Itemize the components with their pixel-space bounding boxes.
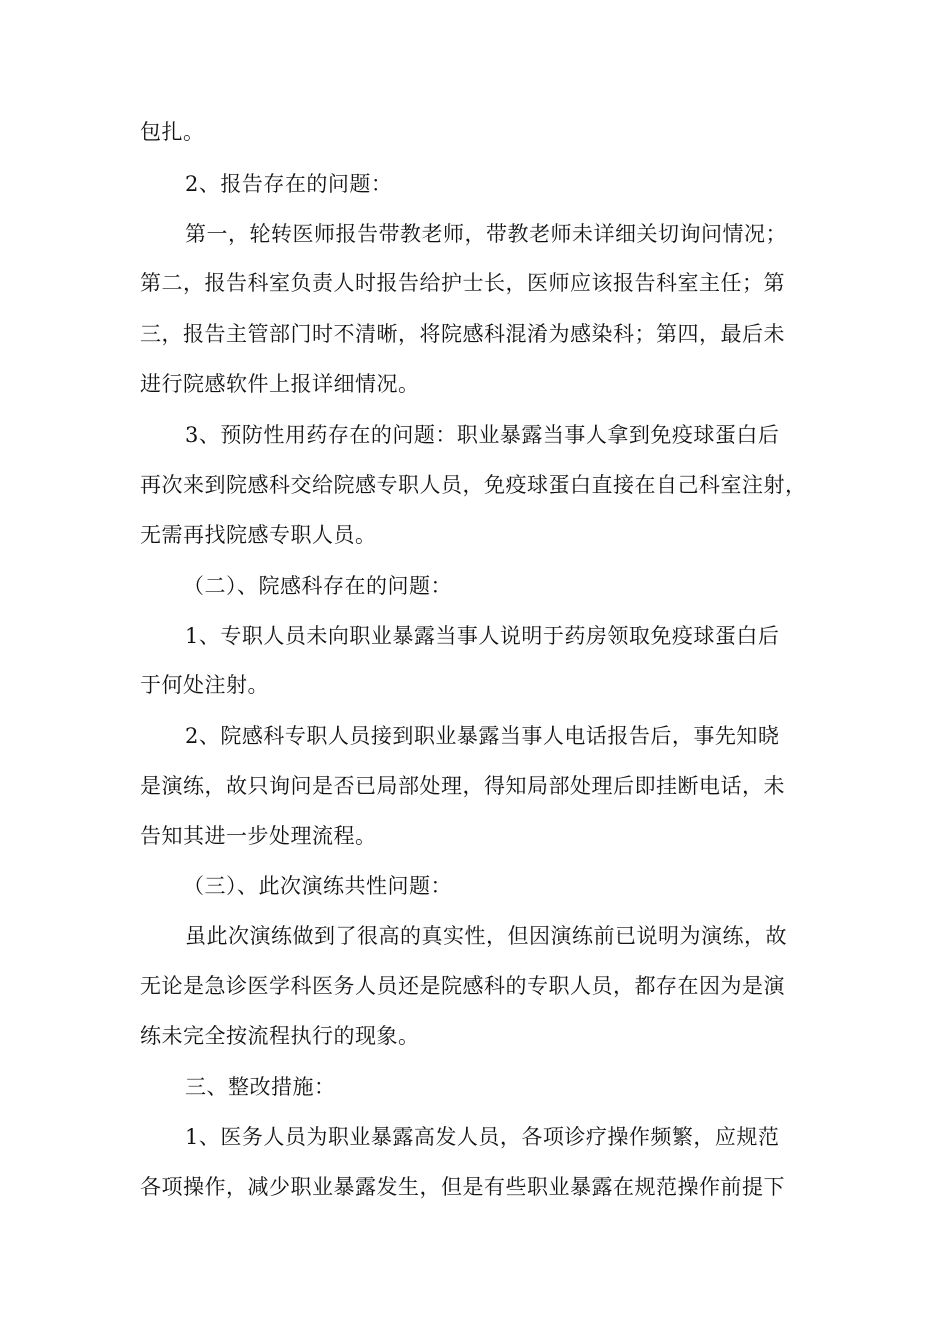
paragraph-line: 练未完全按流程执行的现象。 [140, 1024, 420, 1048]
paragraph-line: 再次来到院感科交给院感专职人员，免疫球蛋白直接在自己科室注射， [140, 473, 807, 497]
paragraph-line: 三，报告主管部门时不清晰，将院感科混淆为感染科；第四，最后未 [140, 322, 785, 346]
paragraph-line: 第二，报告科室负责人时报告给护士长，医师应该报告科室主任；第 [140, 271, 785, 295]
paragraph-line: 1、医务人员为职业暴露高发人员，各项诊疗操作频繁，应规范 [185, 1125, 780, 1149]
section-heading: （二）、院感科存在的问题： [183, 574, 452, 598]
paragraph-line: 各项操作，减少职业暴露发生，但是有些职业暴露在规范操作前提下 [140, 1175, 785, 1199]
paragraph-line: 2、院感科专职人员接到职业暴露当事人电话报告后，事先知晓 [185, 724, 780, 748]
paragraph-line: 第一，轮转医师报告带教老师，带教老师未详细关切询问情况； [185, 222, 787, 246]
paragraph-line: 虽此次演练做到了很高的真实性，但因演练前已说明为演练，故 [185, 924, 787, 948]
paragraph-line: 进行院感软件上报详细情况。 [140, 372, 420, 396]
paragraph-line: 无需再找院感专职人员。 [140, 523, 377, 547]
paragraph-line: 无论是急诊医学科医务人员还是院感科的专职人员，都存在因为是演 [140, 974, 785, 998]
section-heading: 三、整改措施： [185, 1075, 336, 1099]
paragraph-line: 是演练，故只询问是否已局部处理，得知局部处理后即挂断电话，未 [140, 774, 785, 798]
paragraph-line: 告知其进一步处理流程。 [140, 824, 377, 848]
section-heading: 2、报告存在的问题： [185, 172, 393, 196]
text-line: 包扎。 [140, 120, 205, 144]
paragraph-line: 3、预防性用药存在的问题：职业暴露当事人拿到免疫球蛋白后 [185, 423, 780, 447]
paragraph-line: 1、专职人员未向职业暴露当事人说明于药房领取免疫球蛋白后 [185, 624, 780, 648]
paragraph-line: 于何处注射。 [140, 673, 269, 697]
section-heading: （三）、此次演练共性问题： [183, 874, 452, 898]
